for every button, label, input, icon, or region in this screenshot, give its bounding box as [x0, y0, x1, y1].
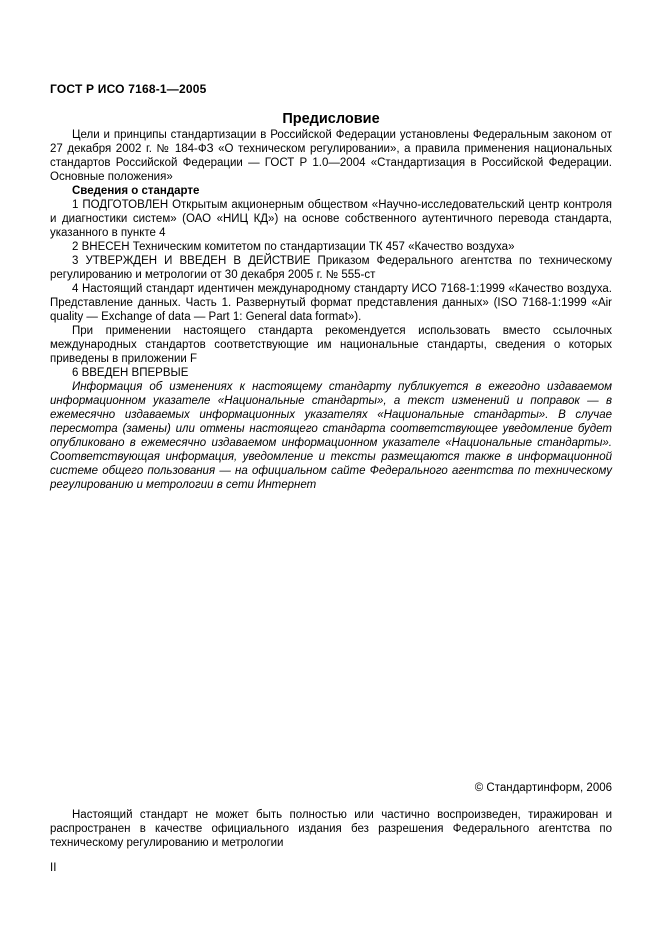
paragraph-item-1-prepared: 1 ПОДГОТОВЛЕН Открытым акционерным обществом «Научно-исследовательский центр контроля и диагностики систем» (ОАО «НИЦ КД») на основе собственного аутентичного перевода стандарта, указанного в пункте 4	[50, 199, 612, 239]
page-content	[50, 82, 612, 492]
paragraph-item-3-approved: 3 УТВЕРЖДЕН И ВВЕДЕН В ДЕЙСТВИЕ Приказом Федерального агентства по техническому регулированию и метрологии от 30 декабря 2005 г. № 555-ст	[50, 255, 612, 281]
page-footer	[50, 781, 612, 850]
copyright-notice: © Стандартинформ, 2006	[474, 782, 612, 794]
paragraph-changes-note: Информация об изменениях к настоящему стандарту публикуется в ежегодно издаваемом информационном указателе «Национальные стандарты», а текст изменений и поправок — в ежемесячно издаваемых информационных указателях «Национальные стандарты». В случае пересмотра (замены) или отмены настоящего стандарта соответствующее уведомление будет опубликовано в ежемесячно издаваемом информационном указателе «Национальные стандарты». Соответствующая информация, уведомление и тексты размещаются также в информационной системе общего пользования — на официальном сайте Федерального агентства по техническому регулированию и метрологии в сети Интернет	[50, 381, 612, 491]
paragraph-intro: Цели и принципы стандартизации в Российской Федерации установлены Федеральным законом от 27 декабря 2002 г. № 184-ФЗ «О техническом регулировании», а правила применения национальных стандартов Российской Федерации — ГОСТ Р 1.0—2004 «Стандартизация в Российской Федерации. Основные положения»	[50, 129, 612, 183]
paragraph-item-2-submitted: 2 ВНЕСЕН Техническим комитетом по стандартизации ТК 457 «Качество воздуха»	[72, 241, 515, 253]
paragraph-reproduction-restriction: Настоящий стандарт не может быть полностью или частично воспроизведен, тиражирован и распространен в качестве официального издания без разрешения Федерального агентства по техническому регулированию и метрологии	[50, 809, 612, 849]
document-code: ГОСТ Р ИСО 7168-1—2005	[50, 82, 207, 96]
paragraph-item-6-introduced: 6 ВВЕДЕН ВПЕРВЫЕ	[72, 367, 189, 379]
page-title: Предисловие	[282, 111, 380, 127]
paragraph-item-4-identical: 4 Настоящий стандарт идентичен международному стандарту ИСО 7168-1:1999 «Качество воздуха. Представление данных. Часть 1. Развернутый формат представления данных» (ISO 7168-1:1999 «Air quality — Exchange of data — Part 1: General data format»).	[50, 283, 612, 323]
section-heading-standard-info: Сведения о стандарте	[72, 185, 200, 197]
paragraph-application-note: При применении настоящего стандарта рекомендуется использовать вместо ссылочных международных стандартов соответствующие им национальные стандарты, сведения о которых приведены в приложении F	[50, 325, 612, 365]
page-number: II	[50, 862, 57, 874]
